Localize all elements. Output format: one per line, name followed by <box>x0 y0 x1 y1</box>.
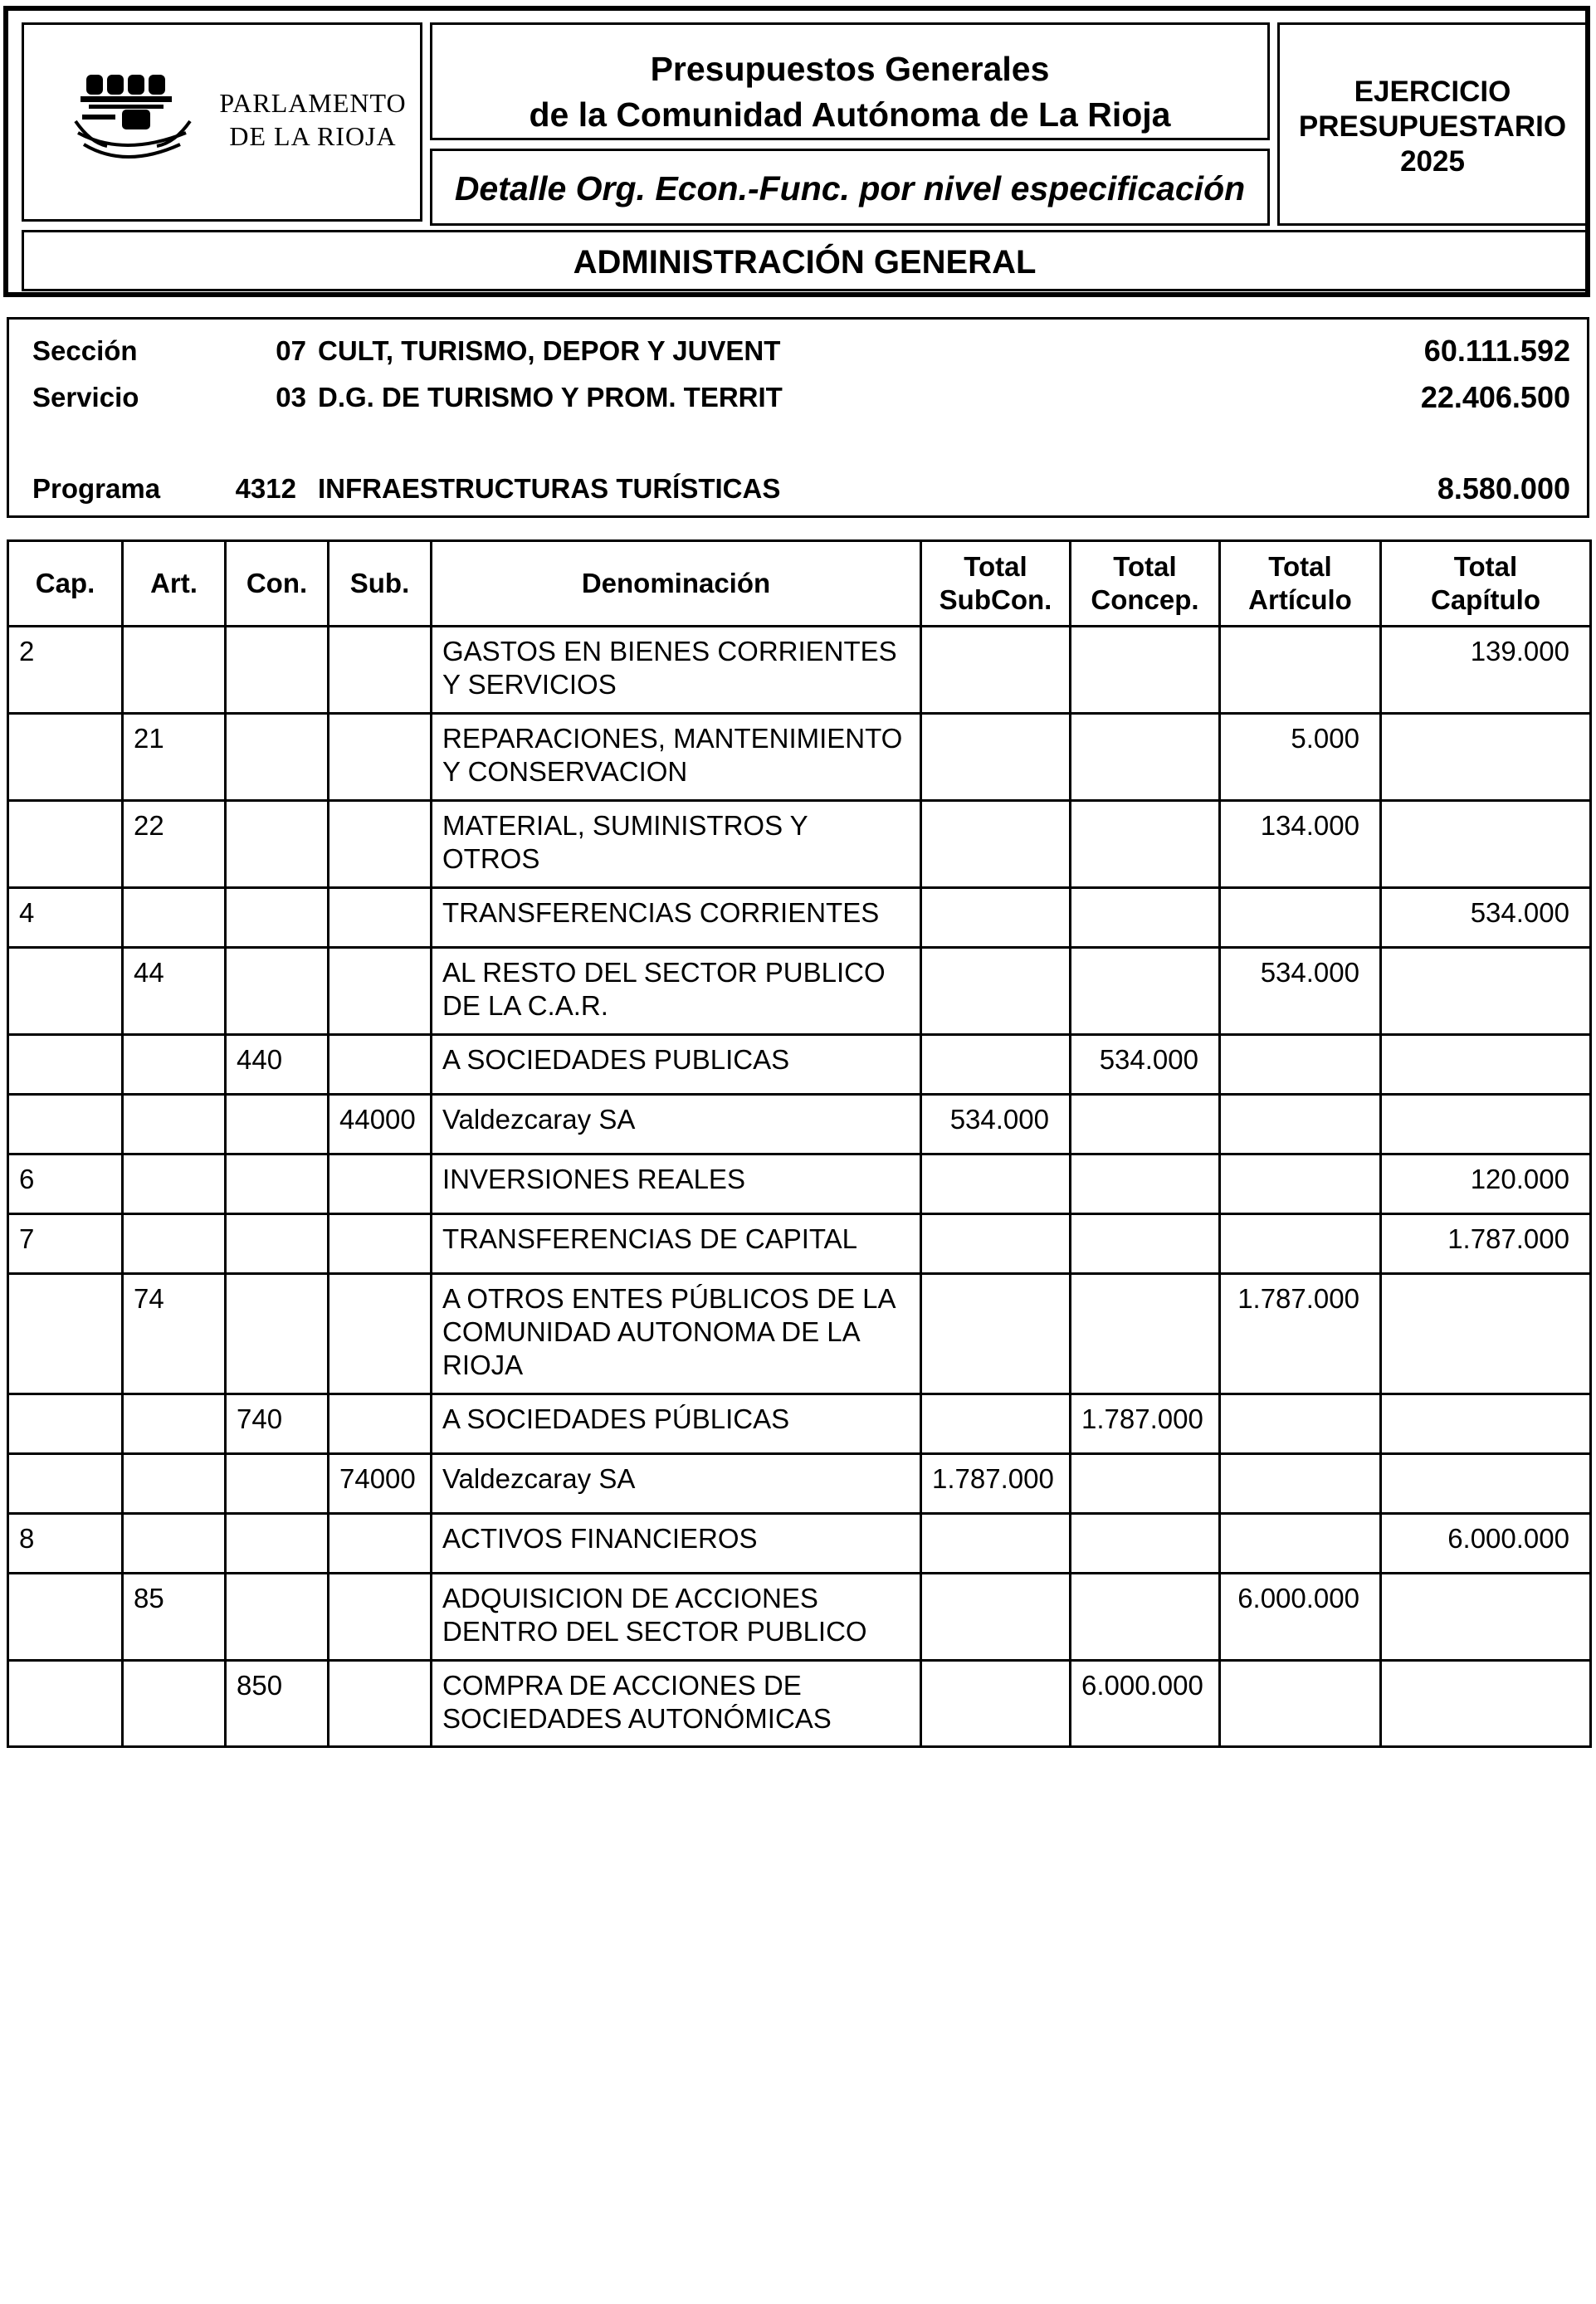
title-line1: Presupuestos Generales <box>650 50 1050 88</box>
cell-con: 440 <box>226 1035 329 1095</box>
table-row <box>8 888 1591 948</box>
logo-line1: PARLAMENTO <box>219 88 407 118</box>
cell-capitulo: 139.000 <box>1381 627 1591 714</box>
cell-subcon <box>921 1214 1071 1274</box>
cell-cap: 4 <box>8 888 123 948</box>
cell-capitulo <box>1381 801 1591 888</box>
total-capitulo-line2: Capítulo <box>1431 584 1540 615</box>
cell-sub <box>329 1514 432 1574</box>
col-con-header: Con. <box>226 541 329 627</box>
cell-denominacion: COMPRA DE ACCIONES DE SOCIEDADES AUTONÓMICAS <box>432 1661 921 1747</box>
seccion-code: 07 <box>276 335 306 366</box>
cell-art: 44 <box>123 948 226 1035</box>
col-total-articulo-header <box>1220 541 1381 627</box>
table-row <box>8 1214 1591 1274</box>
col-art-header: Art. <box>123 541 226 627</box>
cell-capitulo <box>1381 1661 1591 1747</box>
cell-subcon: 1.787.000 <box>921 1454 1071 1514</box>
cell-articulo <box>1220 627 1381 714</box>
cell-denominacion: AL RESTO DEL SECTOR PUBLICO DE LA C.A.R. <box>432 948 921 1035</box>
seccion-name: CULT, TURISMO, DEPOR Y JUVENT <box>318 335 781 366</box>
cell-art <box>123 1154 226 1214</box>
cell-denominacion: A OTROS ENTES PÚBLICOS DE LA COMUNIDAD AUTONOMA DE LA RIOJA <box>432 1274 921 1394</box>
cell-cap <box>8 1454 123 1514</box>
cell-concep: 6.000.000 <box>1071 1661 1220 1747</box>
subtitle-box <box>430 149 1270 226</box>
year-line1: EJERCICIO <box>1354 76 1511 108</box>
cell-art <box>123 1035 226 1095</box>
total-articulo-line1: Total <box>1268 551 1332 582</box>
cell-cap <box>8 1035 123 1095</box>
cell-sub <box>329 714 432 801</box>
cell-subcon <box>921 801 1071 888</box>
programa-name: INFRAESTRUCTURAS TURÍSTICAS <box>318 473 781 504</box>
info-row-servicio <box>9 381 1587 414</box>
cell-cap <box>8 714 123 801</box>
cell-con <box>226 627 329 714</box>
cell-sub: 74000 <box>329 1454 432 1514</box>
parliament-logo-icon <box>74 68 207 176</box>
cell-sub <box>329 1274 432 1394</box>
cell-capitulo <box>1381 1274 1591 1394</box>
cell-denominacion: TRANSFERENCIAS DE CAPITAL <box>432 1214 921 1274</box>
cell-capitulo <box>1381 1454 1591 1514</box>
total-capitulo-line1: Total <box>1453 551 1518 582</box>
title-line2: de la Comunidad Autónoma de La Rioja <box>529 95 1171 134</box>
cell-art <box>123 1214 226 1274</box>
document-title <box>432 46 1267 138</box>
cell-con <box>226 801 329 888</box>
cell-cap <box>8 948 123 1035</box>
table-row <box>8 714 1591 801</box>
cell-con <box>226 1214 329 1274</box>
cell-denominacion: TRANSFERENCIAS CORRIENTES <box>432 888 921 948</box>
cell-sub <box>329 1394 432 1454</box>
table-row <box>8 1661 1591 1747</box>
cell-sub <box>329 948 432 1035</box>
cell-sub: 44000 <box>329 1095 432 1154</box>
budget-table <box>7 539 1592 1748</box>
cell-articulo: 134.000 <box>1220 801 1381 888</box>
cell-concep <box>1071 1514 1220 1574</box>
cell-art <box>123 888 226 948</box>
cell-capitulo <box>1381 1394 1591 1454</box>
col-total-concep-header <box>1071 541 1220 627</box>
cell-articulo <box>1220 1394 1381 1454</box>
cell-cap: 2 <box>8 627 123 714</box>
cell-denominacion: A SOCIEDADES PÚBLICAS <box>432 1394 921 1454</box>
cell-denominacion: GASTOS EN BIENES CORRIENTES Y SERVICIOS <box>432 627 921 714</box>
cell-art: 21 <box>123 714 226 801</box>
cell-concep <box>1071 1154 1220 1214</box>
total-articulo-line2: Artículo <box>1248 584 1352 615</box>
table-row <box>8 1154 1591 1214</box>
cell-con <box>226 1454 329 1514</box>
cell-denominacion: A SOCIEDADES PUBLICAS <box>432 1035 921 1095</box>
cell-cap: 6 <box>8 1154 123 1214</box>
year-line3: 2025 <box>1400 145 1465 178</box>
document-header <box>3 6 1590 297</box>
cell-cap <box>8 1394 123 1454</box>
col-total-capitulo-header <box>1381 541 1591 627</box>
total-concep-line2: Concep. <box>1091 584 1199 615</box>
fiscal-year <box>1280 75 1585 179</box>
cell-concep: 534.000 <box>1071 1035 1220 1095</box>
year-line2: PRESUPUESTARIO <box>1298 110 1567 143</box>
col-denominacion-header: Denominación <box>432 541 921 627</box>
cell-articulo <box>1220 1454 1381 1514</box>
cell-concep <box>1071 714 1220 801</box>
programa-amount: 8.580.000 <box>1437 471 1570 505</box>
cell-subcon <box>921 1574 1071 1661</box>
table-row <box>8 1514 1591 1574</box>
cell-denominacion: Valdezcaray SA <box>432 1454 921 1514</box>
table-row <box>8 1454 1591 1514</box>
cell-denominacion: REPARACIONES, MANTENIMIENTO Y CONSERVACION <box>432 714 921 801</box>
cell-art: 74 <box>123 1274 226 1394</box>
cell-concep <box>1071 1214 1220 1274</box>
seccion-amount: 60.111.592 <box>1423 334 1570 368</box>
programa-code: 4312 <box>235 473 296 504</box>
cell-capitulo: 6.000.000 <box>1381 1514 1591 1574</box>
info-row-seccion <box>9 334 1587 368</box>
cell-articulo: 534.000 <box>1220 948 1381 1035</box>
cell-articulo <box>1220 1035 1381 1095</box>
total-subcon-line1: Total <box>964 551 1027 582</box>
cell-con <box>226 714 329 801</box>
cell-subcon <box>921 627 1071 714</box>
cell-subcon: 534.000 <box>921 1095 1071 1154</box>
cell-capitulo: 120.000 <box>1381 1154 1591 1214</box>
cell-art: 85 <box>123 1574 226 1661</box>
cell-sub <box>329 888 432 948</box>
cell-art: 22 <box>123 801 226 888</box>
document-subtitle: Detalle Org. Econ.-Func. por nivel especificación <box>454 169 1246 207</box>
cell-concep <box>1071 1454 1220 1514</box>
cell-concep <box>1071 1274 1220 1394</box>
cell-capitulo <box>1381 1574 1591 1661</box>
cell-sub <box>329 627 432 714</box>
table-row <box>8 1035 1591 1095</box>
cell-capitulo <box>1381 1095 1591 1154</box>
cell-denominacion: INVERSIONES REALES <box>432 1154 921 1214</box>
seccion-label: Sección <box>32 335 138 366</box>
admin-title: ADMINISTRACIÓN GENERAL <box>573 244 1037 281</box>
cell-capitulo <box>1381 1035 1591 1095</box>
programa-label: Programa <box>32 473 161 504</box>
col-total-subcon-header <box>921 541 1071 627</box>
cell-cap <box>8 1274 123 1394</box>
cell-articulo <box>1220 1661 1381 1747</box>
cell-cap: 7 <box>8 1214 123 1274</box>
cell-sub <box>329 1574 432 1661</box>
cell-subcon <box>921 1274 1071 1394</box>
cell-articulo <box>1220 888 1381 948</box>
table-row <box>8 1574 1591 1661</box>
col-sub-header: Sub. <box>329 541 432 627</box>
cell-con <box>226 1514 329 1574</box>
servicio-code: 03 <box>276 382 306 412</box>
table-row <box>8 1394 1591 1454</box>
cell-capitulo <box>1381 948 1591 1035</box>
cell-sub <box>329 1035 432 1095</box>
cell-cap <box>8 1574 123 1661</box>
table-row <box>8 627 1591 714</box>
cell-concep <box>1071 801 1220 888</box>
table-row <box>8 801 1591 888</box>
logo-line2: DE LA RIOJA <box>229 121 397 151</box>
fiscal-year-box <box>1277 22 1588 226</box>
cell-subcon <box>921 948 1071 1035</box>
servicio-name: D.G. DE TURISMO Y PROM. TERRIT <box>318 382 783 412</box>
table-header-row <box>8 541 1591 627</box>
servicio-label: Servicio <box>32 382 139 412</box>
cell-denominacion: Valdezcaray SA <box>432 1095 921 1154</box>
servicio-amount: 22.406.500 <box>1420 380 1570 414</box>
cell-denominacion: ADQUISICION DE ACCIONES DENTRO DEL SECTOR PUBLICO <box>432 1574 921 1661</box>
cell-concep <box>1071 948 1220 1035</box>
cell-sub <box>329 1214 432 1274</box>
col-cap-header: Cap. <box>8 541 123 627</box>
cell-cap <box>8 1661 123 1747</box>
cell-subcon <box>921 1514 1071 1574</box>
cell-art <box>123 1454 226 1514</box>
title-box <box>430 22 1270 140</box>
cell-capitulo: 1.787.000 <box>1381 1214 1591 1274</box>
cell-subcon <box>921 1661 1071 1747</box>
info-row-programa <box>9 472 1587 505</box>
cell-con: 740 <box>226 1394 329 1454</box>
cell-sub <box>329 801 432 888</box>
cell-art <box>123 1095 226 1154</box>
cell-articulo <box>1220 1514 1381 1574</box>
cell-concep <box>1071 627 1220 714</box>
cell-con <box>226 1095 329 1154</box>
cell-cap <box>8 1095 123 1154</box>
cell-subcon <box>921 714 1071 801</box>
cell-con <box>226 1574 329 1661</box>
cell-art <box>123 627 226 714</box>
cell-con <box>226 948 329 1035</box>
cell-articulo: 1.787.000 <box>1220 1274 1381 1394</box>
cell-sub <box>329 1661 432 1747</box>
cell-capitulo <box>1381 714 1591 801</box>
cell-art <box>123 1661 226 1747</box>
cell-concep: 1.787.000 <box>1071 1394 1220 1454</box>
total-concep-line1: Total <box>1113 551 1177 582</box>
cell-capitulo: 534.000 <box>1381 888 1591 948</box>
cell-sub <box>329 1154 432 1214</box>
cell-subcon <box>921 1394 1071 1454</box>
admin-box <box>22 230 1588 291</box>
table-row <box>8 1274 1591 1394</box>
logo-box <box>22 22 422 222</box>
cell-concep <box>1071 1095 1220 1154</box>
cell-art <box>123 1514 226 1574</box>
section-info <box>7 317 1589 518</box>
cell-concep <box>1071 888 1220 948</box>
cell-subcon <box>921 888 1071 948</box>
logo-text <box>213 86 412 153</box>
cell-articulo <box>1220 1214 1381 1274</box>
cell-denominacion: MATERIAL, SUMINISTROS Y OTROS <box>432 801 921 888</box>
cell-con <box>226 888 329 948</box>
cell-denominacion: ACTIVOS FINANCIEROS <box>432 1514 921 1574</box>
cell-subcon <box>921 1154 1071 1214</box>
cell-con <box>226 1274 329 1394</box>
cell-articulo <box>1220 1095 1381 1154</box>
cell-concep <box>1071 1574 1220 1661</box>
cell-art <box>123 1394 226 1454</box>
cell-articulo: 6.000.000 <box>1220 1574 1381 1661</box>
cell-con: 850 <box>226 1661 329 1747</box>
cell-con <box>226 1154 329 1214</box>
cell-cap: 8 <box>8 1514 123 1574</box>
cell-articulo: 5.000 <box>1220 714 1381 801</box>
table-row <box>8 948 1591 1035</box>
cell-articulo <box>1220 1154 1381 1214</box>
cell-cap <box>8 801 123 888</box>
table-row <box>8 1095 1591 1154</box>
cell-subcon <box>921 1035 1071 1095</box>
total-subcon-line2: SubCon. <box>939 584 1052 615</box>
